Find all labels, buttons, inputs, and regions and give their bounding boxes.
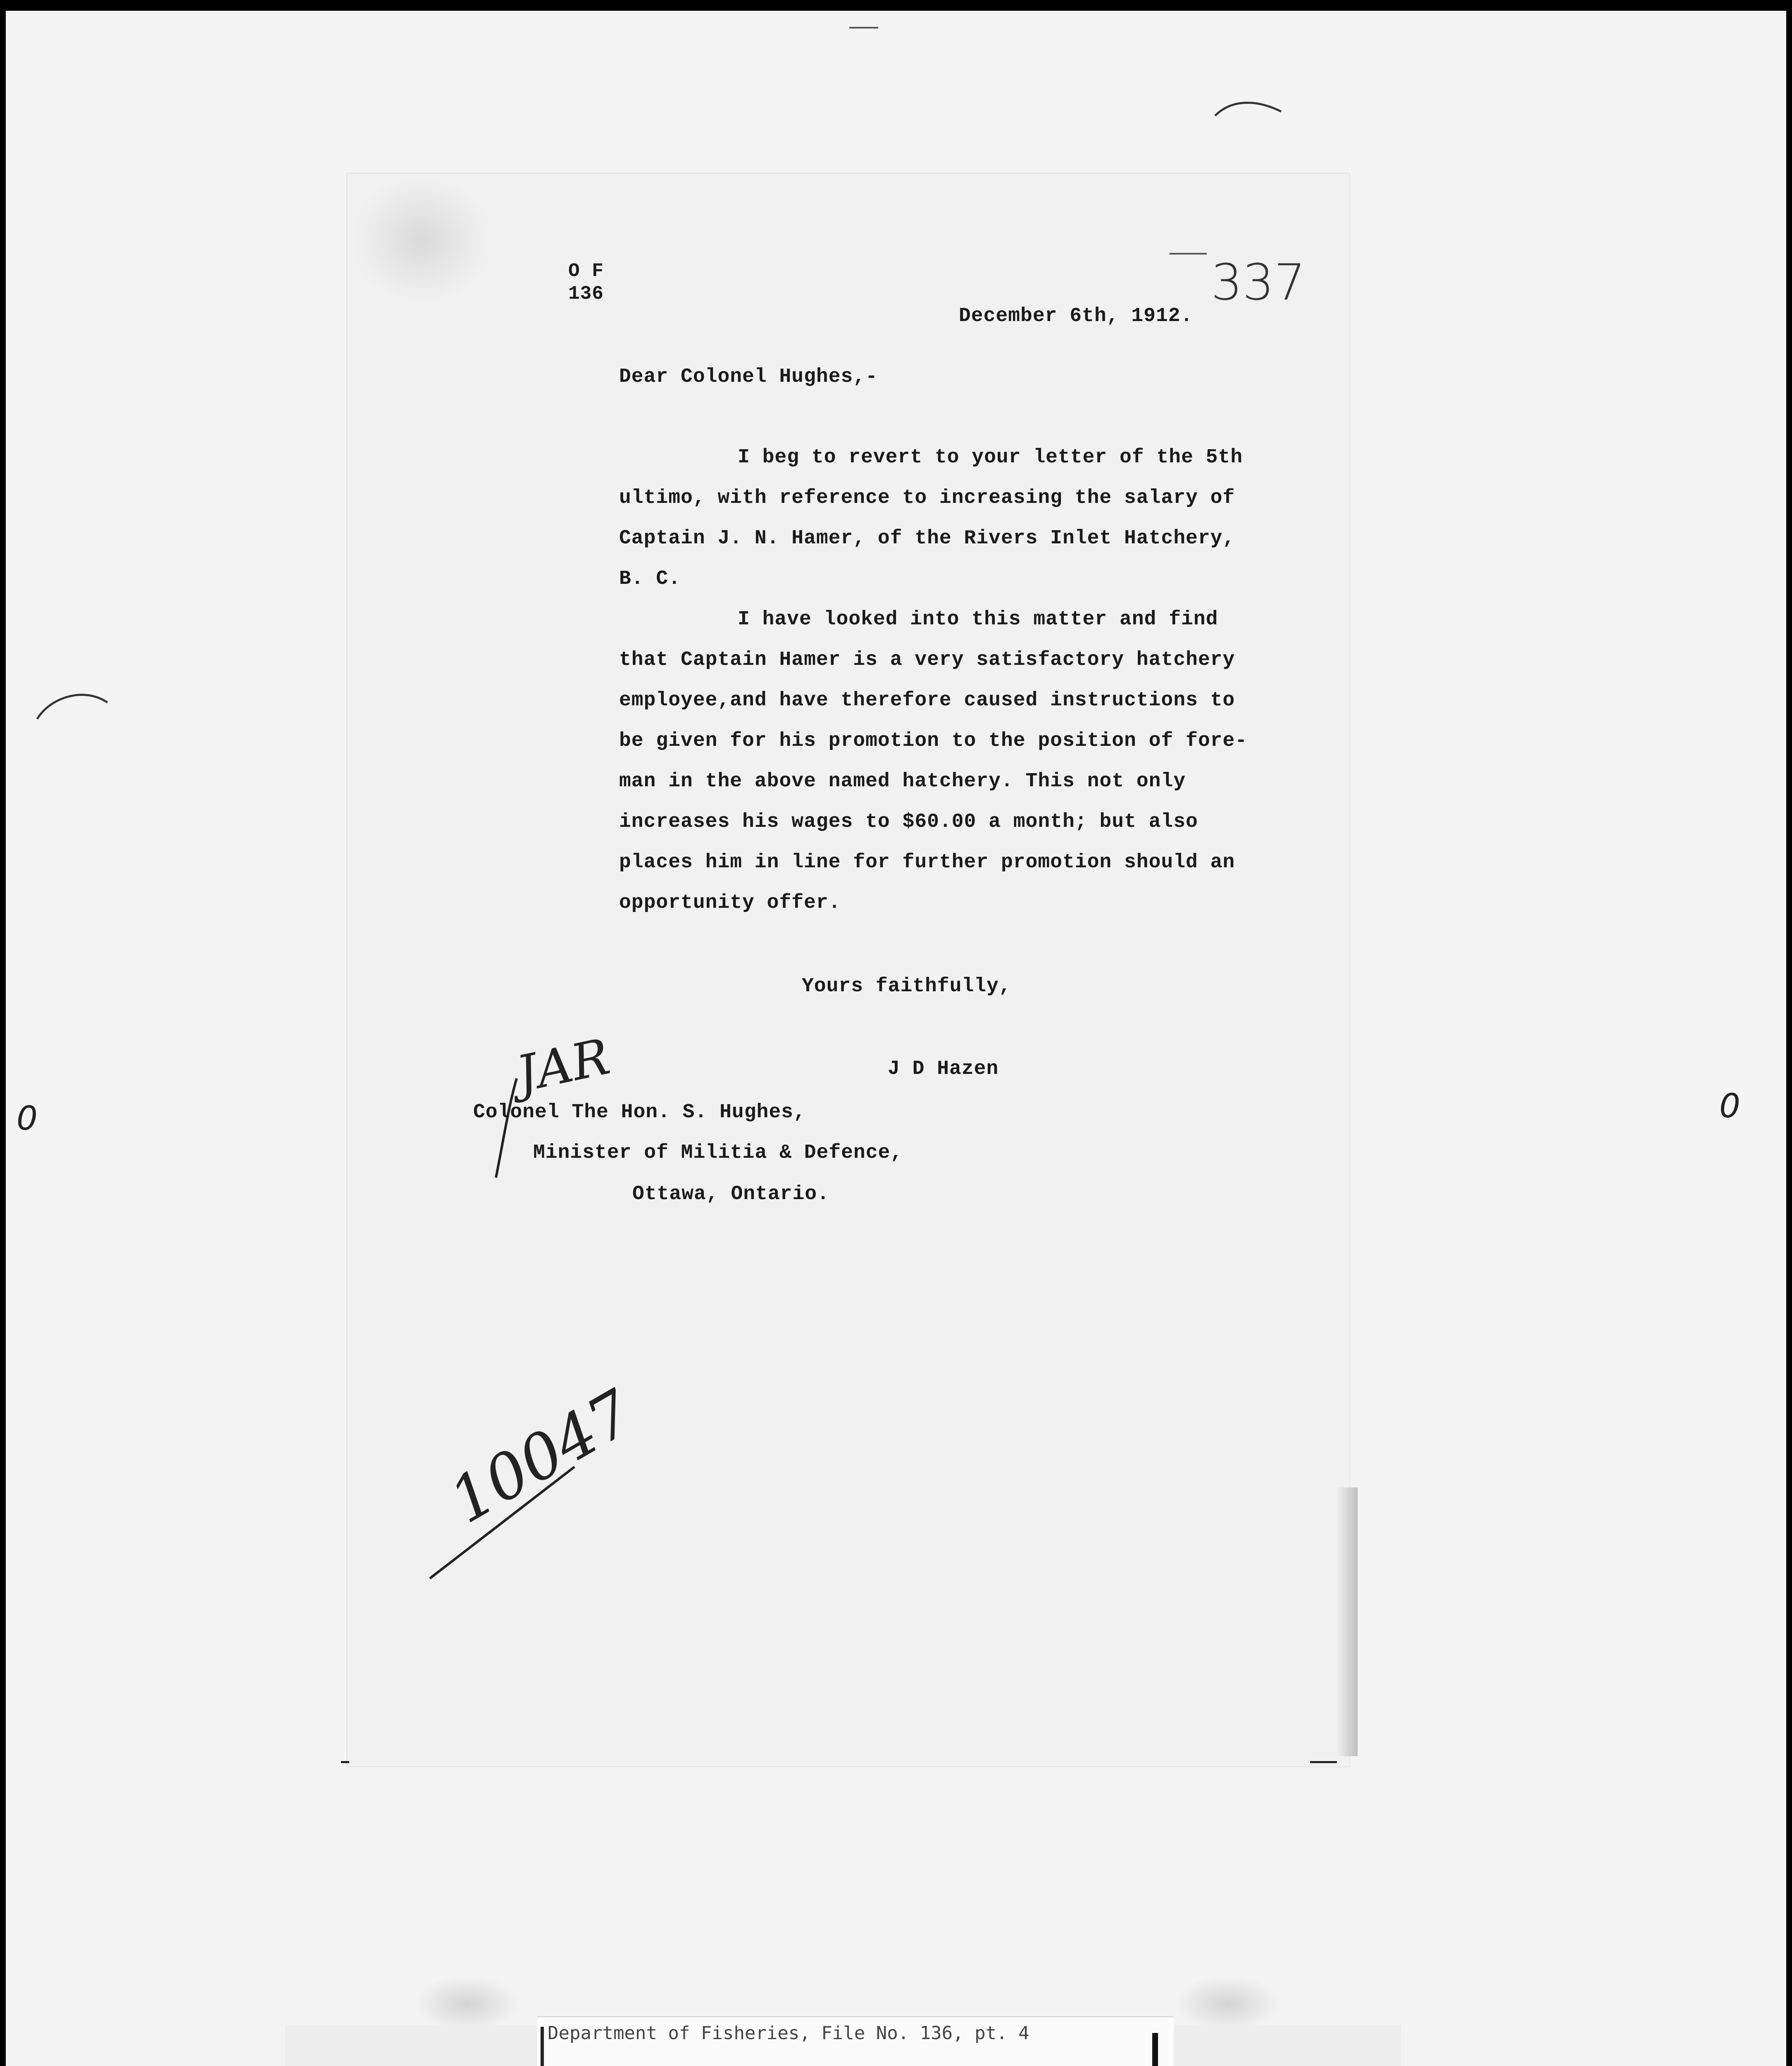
page-number-underline <box>1170 253 1207 255</box>
label-smudge-left <box>413 1975 521 2033</box>
addressee-line3: Ottawa, Ontario. <box>632 1183 829 1205</box>
sheet-corner-mark-right <box>1310 1761 1337 1763</box>
paragraph2-line5: man in the above named hatchery. This not only <box>619 770 1186 793</box>
label-smudge-right <box>1174 1975 1281 2033</box>
signature: J D Hazen <box>888 1058 999 1080</box>
paragraph2-line7: places him in line for further promotion should an <box>619 851 1235 874</box>
paragraph1-line3: Captain J. N. Hamer, of the Rivers Inlet Hatchery, <box>619 527 1235 550</box>
sheet-shadow <box>1337 1488 1358 1756</box>
addressee-line1: Colonel The Hon. S. Hughes, <box>473 1101 806 1123</box>
handwritten-number: 10047 <box>438 1376 645 1538</box>
top-dash-mark <box>849 27 878 29</box>
file-code-line1: O F <box>568 260 604 282</box>
handwritten-page-number: 337 <box>1211 254 1306 312</box>
paragraph2-line6: increases his wages to $60.00 a month; but also <box>619 811 1198 833</box>
paragraph1-line4: B. C. <box>619 568 681 590</box>
right-margin-mark: 0 <box>1719 1087 1740 1125</box>
closing: Yours faithfully, <box>802 975 1011 997</box>
left-curve-mark <box>33 678 116 727</box>
handwritten-initials: JAR <box>512 1028 615 1104</box>
left-margin-mark: 0 <box>17 1099 38 1138</box>
film-border-left <box>0 0 6 2066</box>
paragraph2-line4: be given for his promotion to the position of fore- <box>619 730 1248 752</box>
label-bar-right <box>1152 2033 1158 2066</box>
archive-reference-text: Department of Fisheries, File No. 136, pt. 4 <box>548 2023 1029 2044</box>
initials-flourish <box>492 1074 525 1182</box>
paragraph1-line2: ultimo, with reference to increasing the salary of <box>619 487 1235 509</box>
letter-date: December 6th, 1912. <box>959 305 1193 327</box>
label-bar-left <box>541 2027 544 2066</box>
paragraph2-line1: I have looked into this matter and find <box>738 608 1218 631</box>
paragraph1-line1: I beg to revert to your letter of the 5th <box>738 446 1243 469</box>
salutation: Dear Colonel Hughes,- <box>619 366 878 388</box>
sheet-corner-mark-left <box>341 1761 349 1763</box>
top-curve-mark <box>1211 91 1285 128</box>
paragraph2-line2: that Captain Hamer is a very satisfactory hatchery <box>619 649 1235 671</box>
handwritten-number-underline <box>426 1459 583 1583</box>
addressee-line2: Minister of Militia & Defence, <box>533 1142 903 1164</box>
sheet-smudge <box>355 178 488 302</box>
file-code-line2: 136 <box>568 283 604 305</box>
paragraph2-line3: employee,and have therefore caused instructions to <box>619 689 1235 712</box>
film-border-top <box>0 0 1792 11</box>
film-border-right <box>1786 0 1792 2066</box>
paragraph2-line8: opportunity offer. <box>619 892 841 914</box>
